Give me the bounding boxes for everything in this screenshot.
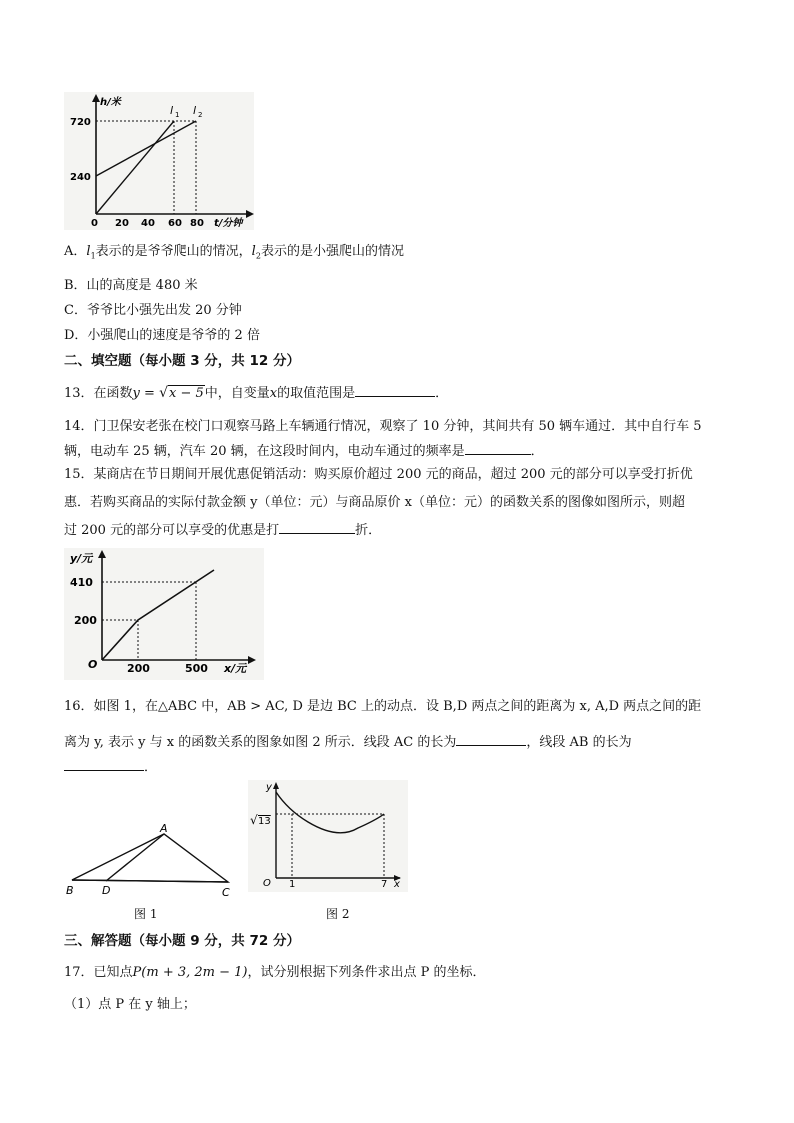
sqrt-sign: √ [250,813,258,827]
question-16-line3: ． [64,758,157,777]
figure-2-caption: 图 2 [326,907,350,921]
xtick-20: 20 [115,218,129,229]
graph-discount [64,548,264,680]
xtick-7: 7 [381,879,388,890]
vertex-c: C [222,886,230,898]
question-14-line1: 14．门卫保安老张在校门口观察马路上车辆通行情况，观察了 10 分钟，其间共有 50 辆车通过．其中自行车 5 [64,419,702,434]
question-14-line2: 辆，电动车 25 辆，汽车 20 辆，在这段时间内，电动车通过的频率是 ． [64,444,544,459]
question-15-line1: 15．某商店在节日期间开展优惠促销活动：购买原价超过 200 元的商品，超过 200 元的部分可以享受打折优 [64,467,693,482]
ytick-410: 410 [70,576,93,589]
sqrt13-label: 13 [258,816,271,827]
origin-label: O [263,878,271,889]
figure-1-caption: 图 1 [134,907,158,921]
xtick-1: 1 [289,879,296,890]
question-13: 13．在函数y = √x − 5中，自变量x的取值范围是 ． [64,385,449,401]
question-15-line2: 惠．若购买商品的实际付款金额 y（单位：元）与商品原价 x（单位：元）的函数关系的图像如图所示，则超 [64,495,685,510]
question-17-part1: （1）点 P 在 y 轴上； [64,997,196,1012]
option-d: D．小强爬山的速度是爷爷的 2 倍 [64,328,260,343]
figure-2-graph [248,780,408,892]
origin-label: O [88,658,98,671]
x-axis-label: x/元 [224,662,247,675]
figure-1-triangle [62,820,252,898]
section-heading-solve: 三、解答题（每小题 9 分，共 72 分） [64,933,300,949]
question-16-line2: 离为 y, 表示 y 与 x 的函数关系的图象如图 2 所示．线段 AC 的长为 ，线段 AB 的长为 [64,735,632,750]
graph-hill-climb [64,92,254,230]
x-axis-label: t/分钟 [214,218,243,229]
vertex-b: B [66,884,74,897]
option-b: B．山的高度是 480 米 [64,278,198,293]
question-15-line3: 过 200 元的部分可以享受的优惠是打 折． [64,523,382,538]
option-c: C．爷爷比小强先出发 20 分钟 [64,303,242,318]
xtick-60: 60 [168,218,182,229]
xtick-40: 40 [141,218,155,229]
xtick-80: 80 [190,218,204,229]
y-axis-label: y [266,782,272,793]
option-a: A．$l_1$表示的是爷爷爬山的情况，$l_2$表示的是小强爬山的情况 [64,244,404,261]
y-axis-label: y/元 [70,552,93,565]
ytick-200: 200 [74,614,97,627]
l1-label: l [170,104,174,117]
ytick-720: 720 [70,117,91,128]
section-heading-fill-blank: 二、填空题（每小题 3 分，共 12 分） [64,353,300,369]
answer-blank-14[interactable] [465,442,531,455]
question-17: 17．已知点P(m + 3, 2m − 1)，试分别根据下列条件求出点 P 的坐标． [64,965,486,980]
ytick-240: 240 [70,172,91,183]
x-axis-label: x [394,879,400,890]
l1-sub: 1 [175,111,180,119]
vertex-d: D [102,884,111,897]
l2-sub: 2 [198,111,203,119]
answer-blank-16a[interactable] [456,733,526,746]
y-axis-label: h/米 [100,97,121,108]
xtick-0: 0 [91,218,98,229]
xtick-500: 500 [185,662,208,675]
l2-label: l [193,104,197,117]
vertex-a: A [160,822,168,835]
question-16-line1: 16．如图 1，在△ABC 中，AB > AC, D 是边 BC 上的动点．设 B,D 两点之间的距离为 x, A,D 两点之间的距 [64,699,702,714]
answer-blank-16b[interactable] [64,758,144,771]
answer-blank-13[interactable] [355,384,435,397]
xtick-200: 200 [127,662,150,675]
answer-blank-15[interactable] [279,521,355,534]
